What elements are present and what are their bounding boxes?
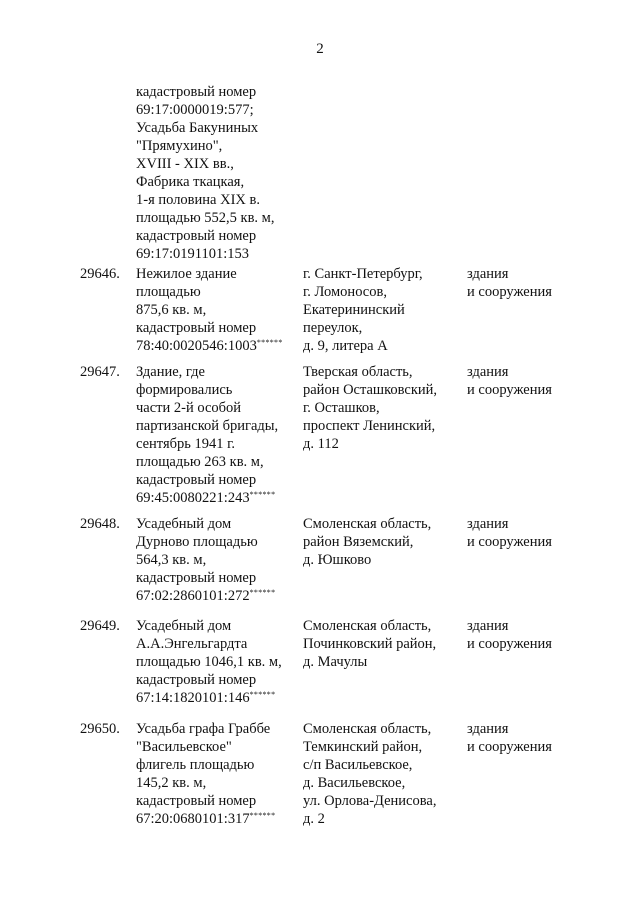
entry-number: 29649. <box>80 618 120 634</box>
entry-type <box>467 363 597 399</box>
type-line: здания <box>467 364 509 380</box>
address-line: д. Юшково <box>303 552 372 568</box>
entry-address <box>303 515 463 569</box>
address-line: Темкинский район, <box>303 739 423 755</box>
entry-address <box>303 617 463 671</box>
type-line: и сооружения <box>467 739 552 755</box>
continuation-line: 1-я половина XIX в. <box>136 192 260 208</box>
name-line: Усадьба графа Граббе <box>136 721 271 737</box>
name-line: Дурново площадью <box>136 534 258 550</box>
entry-name <box>136 265 301 355</box>
cadastral-line <box>136 489 301 507</box>
address-line: проспект Ленинский, <box>303 418 436 434</box>
entry-number: 29648. <box>80 516 120 532</box>
cadastral-line <box>136 810 301 828</box>
address-line: с/п Васильевское, <box>303 757 413 773</box>
entry-name <box>136 515 301 605</box>
address-line: г. Ломоносов, <box>303 284 387 300</box>
name-line: партизанской бригады, <box>136 418 279 434</box>
footnote-mark: ****** <box>249 588 276 597</box>
address-line: д. 2 <box>303 811 325 827</box>
address-line: д. 9, литера А <box>303 338 388 354</box>
address-line: ул. Орлова-Денисова, <box>303 793 437 809</box>
footnote-mark: ****** <box>249 690 276 699</box>
continuation-line: площадью 552,5 кв. м, <box>136 210 275 226</box>
cadastral-number: 69:45:0080221:243 <box>136 490 250 506</box>
address-line: г. Санкт-Петербург, <box>303 266 423 282</box>
address-line: район Вяземский, <box>303 534 414 550</box>
type-line: и сооружения <box>467 382 552 398</box>
cadastral-number: 67:14:1820101:146 <box>136 690 250 706</box>
cadastral-line <box>136 587 301 605</box>
continuation-line: XVIII - XIX вв., <box>136 156 234 172</box>
entry-address <box>303 720 463 828</box>
name-line: площадью <box>136 284 201 300</box>
footnote-mark: ****** <box>256 338 283 347</box>
continuation-line: 69:17:0191101:153 <box>136 246 250 262</box>
address-line: Екатерининский <box>303 302 405 318</box>
entry-type <box>467 515 597 551</box>
continuation-line: кадастровый номер <box>136 84 257 100</box>
address-line: Смоленская область, <box>303 516 432 532</box>
type-line: здания <box>467 721 509 737</box>
name-line: кадастровый номер <box>136 793 257 809</box>
footnote-mark: ****** <box>249 490 276 499</box>
entry-number: 29647. <box>80 364 120 380</box>
page-number: 2 <box>316 41 324 57</box>
name-line: Здание, где <box>136 364 205 380</box>
address-line: Починковский район, <box>303 636 437 652</box>
type-line: здания <box>467 618 509 634</box>
entry-type <box>467 265 597 301</box>
address-line: д. Васильевское, <box>303 775 406 791</box>
entry-name <box>136 720 301 828</box>
name-line: Усадебный дом <box>136 618 232 634</box>
type-line: здания <box>467 516 509 532</box>
name-line: 875,6 кв. м, <box>136 302 207 318</box>
type-line: здания <box>467 266 509 282</box>
name-line: "Васильевское" <box>136 739 232 755</box>
name-line: кадастровый номер <box>136 570 257 586</box>
name-line: площадью 263 кв. м, <box>136 454 264 470</box>
continuation-line: Фабрика ткацкая, <box>136 174 245 190</box>
cadastral-line <box>136 689 301 707</box>
name-line: флигель площадью <box>136 757 255 773</box>
entry-address <box>303 363 463 453</box>
name-line: кадастровый номер <box>136 320 257 336</box>
cadastral-line <box>136 337 301 355</box>
name-line: А.А.Энгельгардта <box>136 636 248 652</box>
name-line: кадастровый номер <box>136 472 257 488</box>
cadastral-number: 67:20:0680101:317 <box>136 811 250 827</box>
address-line: Смоленская область, <box>303 721 432 737</box>
address-line: д. Мачулы <box>303 654 368 670</box>
continuation-line: Усадьба Бакуниных <box>136 120 259 136</box>
footnote-mark: ****** <box>249 811 276 820</box>
name-line: Нежилое здание <box>136 266 237 282</box>
continuation-line: 69:17:0000019:577; <box>136 102 254 118</box>
address-line: район Осташковский, <box>303 382 438 398</box>
entry-address <box>303 265 463 355</box>
name-line: сентябрь 1941 г. <box>136 436 236 452</box>
name-line: Усадебный дом <box>136 516 232 532</box>
continuation-block <box>136 83 306 263</box>
entry-type <box>467 617 597 653</box>
entry-name <box>136 617 301 707</box>
address-line: Смоленская область, <box>303 618 432 634</box>
address-line: переулок, <box>303 320 363 336</box>
address-line: Тверская область, <box>303 364 413 380</box>
type-line: и сооружения <box>467 534 552 550</box>
name-line: формировались <box>136 382 233 398</box>
type-line: и сооружения <box>467 284 552 300</box>
name-line: 564,3 кв. м, <box>136 552 207 568</box>
entry-number: 29646. <box>80 266 120 282</box>
entry-name <box>136 363 301 507</box>
continuation-line: кадастровый номер <box>136 228 257 244</box>
entry-number: 29650. <box>80 721 120 737</box>
name-line: площадью 1046,1 кв. м, <box>136 654 282 670</box>
name-line: 145,2 кв. м, <box>136 775 207 791</box>
name-line: кадастровый номер <box>136 672 257 688</box>
type-line: и сооружения <box>467 636 552 652</box>
address-line: д. 112 <box>303 436 339 452</box>
name-line: части 2-й особой <box>136 400 242 416</box>
cadastral-number: 78:40:0020546:1003 <box>136 338 257 354</box>
cadastral-number: 67:02:2860101:272 <box>136 588 250 604</box>
continuation-line: "Прямухино", <box>136 138 223 154</box>
entry-type <box>467 720 597 756</box>
address-line: г. Осташков, <box>303 400 380 416</box>
